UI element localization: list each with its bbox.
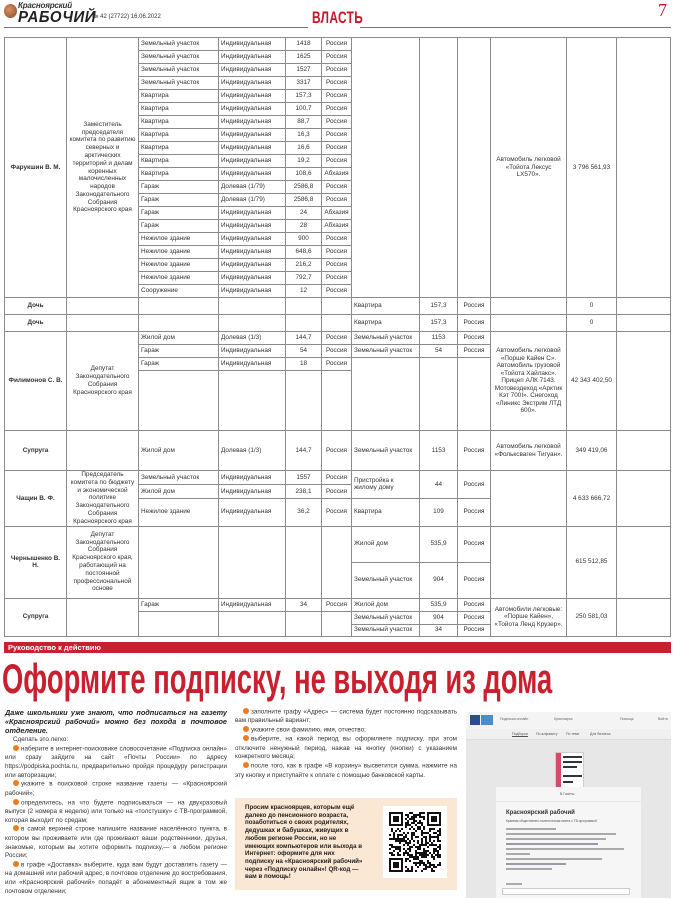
used-cell: Пристройка к жилому дому: [352, 471, 420, 499]
owned-ownership: Индивидуальная: [219, 345, 286, 358]
owned-ownership: Индивидуальная: [219, 358, 286, 371]
used-cell: Жилой дом: [352, 598, 420, 611]
owned-ownership: Индивидуальная: [219, 484, 286, 498]
owned-area: 648,6: [286, 246, 322, 259]
used-cell: Россия: [458, 526, 491, 562]
owned-empty: [322, 298, 352, 315]
bullet-icon: [243, 735, 249, 741]
owned-country: Россия: [322, 181, 352, 194]
instruction-step: [5, 825, 227, 861]
newspaper-cover-thumbnail: [555, 752, 584, 789]
bullet-icon: [13, 825, 19, 831]
declarant-name: Супруга: [5, 431, 67, 471]
owned-ownership: Долевая (1/3): [219, 332, 286, 345]
step-text: выберите, на какой период вы оформляете подписку, при этом отключите ненужный период, нажав на кнопку (кнопки) с указанием конкретного месяца;: [235, 735, 457, 761]
owned-ownership: Индивидуальная: [219, 246, 286, 259]
site-header: [466, 712, 671, 729]
owned-ownership: Индивидуальная: [219, 129, 286, 142]
promo-box: [235, 798, 457, 890]
table-row: [5, 298, 671, 315]
step-text: укажите свои фамилию, имя, отчество;: [251, 726, 366, 734]
owned-ownership: Индивидуальная: [219, 103, 286, 116]
owned-country: Россия: [322, 484, 352, 498]
annual-income: 4 633 666,72: [567, 471, 617, 527]
site-period-select: [502, 888, 630, 895]
owned-country: Россия: [322, 598, 352, 611]
instruction-step: [5, 799, 227, 826]
used-cell: Квартира: [352, 298, 420, 315]
bullet-icon: [243, 762, 249, 768]
declarant-name: Чернышенко В. Н.: [5, 526, 67, 598]
owned-empty: [322, 526, 352, 598]
instruction-step: [235, 735, 457, 762]
owned-type: Квартира: [139, 155, 219, 168]
income-declarations-table: [4, 37, 671, 637]
owned-ownership: Индивидуальная: [219, 471, 286, 485]
owned-area: 108,6: [286, 168, 322, 181]
owned-country: Россия: [322, 498, 352, 526]
owned-ownership: Индивидуальная: [219, 272, 286, 285]
rubric-bar: [4, 642, 671, 653]
declarant-name: Дочь: [5, 298, 67, 315]
sources-empty: [617, 598, 671, 636]
table-row: [5, 471, 671, 485]
post-logo-icon: [481, 715, 493, 725]
sources-empty: [617, 38, 671, 298]
owned-country: Россия: [322, 233, 352, 246]
owned-area: 144,7: [286, 431, 322, 471]
owned-type: Жилой дом: [139, 332, 219, 345]
site-tab: Для бизнеса: [590, 732, 611, 736]
used-cell: Земельный участок: [352, 431, 420, 471]
site-product-subtitle: Краевая общественно-политическая газета с ТВ-программой: [506, 819, 597, 823]
owned-ownership: Долевая (1/3): [219, 431, 286, 471]
owned-area: 3317: [286, 77, 322, 90]
table-row: [5, 38, 671, 51]
used-cell: Россия: [458, 498, 491, 526]
owned-country: Россия: [322, 142, 352, 155]
declarant-position: [67, 315, 139, 332]
instruction-step: [5, 745, 227, 781]
owned-type: Жилой дом: [139, 431, 219, 471]
owned-country: Россия: [322, 64, 352, 77]
owned-empty: [219, 315, 286, 332]
owned-type: Гараж: [139, 358, 219, 371]
owned-country: Абхазия: [322, 220, 352, 233]
owned-empty: [219, 526, 286, 598]
article-intro: Сделать это легко:: [13, 736, 69, 743]
owned-ownership: Долевая (1/79): [219, 194, 286, 207]
owned-empty: [286, 526, 322, 598]
owned-area: 16,6: [286, 142, 322, 155]
step-text: определитесь, на что будете подписываться — на двухразовый выпуск (2 номера в неделю) или только на «толстушку» с ТВ-программой, которая выходит по средам;: [5, 799, 227, 824]
article-headline: Оформите подписку, не выходя из дома: [2, 655, 553, 703]
declarant-position: Заместитель председателя комитета по развитию северных и арктических территорий и делам коренных малочисленных народов Законодательного Собрания Красноярского края: [67, 38, 139, 298]
owned-ownership: Индивидуальная: [219, 155, 286, 168]
owned-empty: [139, 526, 219, 598]
annual-income: 615 512,85: [567, 526, 617, 598]
owned-ownership: Индивидуальная: [219, 207, 286, 220]
vehicles: [491, 315, 567, 332]
instruction-step: [5, 861, 227, 897]
owned-country: Россия: [322, 155, 352, 168]
used-cell: Земельный участок: [352, 345, 420, 358]
owned-area: 16,3: [286, 129, 322, 142]
owned-country: Россия: [322, 431, 352, 471]
page-number: 7: [658, 0, 667, 20]
bullet-icon: [13, 799, 19, 805]
owned-country: Россия: [322, 358, 352, 371]
article-column-2: [235, 708, 457, 780]
declarant-name: Супруга: [5, 598, 67, 636]
owned-area: 1418: [286, 38, 322, 51]
used-cell: 157,3: [420, 298, 458, 315]
annual-income: 0: [567, 298, 617, 315]
owned-type: Земельный участок: [139, 51, 219, 64]
owned-type: Нежилое здание: [139, 246, 219, 259]
owned-ownership: Индивидуальная: [219, 259, 286, 272]
owned-type: Нежилое здание: [139, 272, 219, 285]
owned-area: 2586,8: [286, 181, 322, 194]
qr-code-icon: [389, 812, 441, 872]
owned-area: 24: [286, 207, 322, 220]
owned-ownership: Индивидуальная: [219, 598, 286, 611]
owned-country: Россия: [322, 332, 352, 345]
owned-type: Земельный участок: [139, 64, 219, 77]
table-row: [5, 332, 671, 345]
owned-empty: [139, 371, 219, 431]
owned-empty: [219, 611, 286, 636]
owned-empty: [322, 611, 352, 636]
owned-type: Нежилое здание: [139, 259, 219, 272]
owned-empty: [139, 298, 219, 315]
used-empty: [352, 358, 420, 431]
owned-country: Россия: [322, 345, 352, 358]
used-cell: Россия: [458, 315, 491, 332]
used-cell: Жилой дом: [352, 526, 420, 562]
owned-ownership: Индивидуальная: [219, 90, 286, 103]
site-nav-item: Войти: [658, 717, 668, 721]
owned-country: Россия: [322, 259, 352, 272]
used-cell: Земельный участок: [352, 332, 420, 345]
owned-area: 157,3: [286, 90, 322, 103]
owned-country: Россия: [322, 246, 352, 259]
used-cell: 34: [420, 624, 458, 636]
declarant-position: [67, 598, 139, 636]
used-cell: Россия: [458, 562, 491, 598]
article-lead: Даже школьники уже знают, что подписаться на газету «Красноярский рабочий» можно без похода в почтовое отделение.: [5, 708, 227, 735]
site-tab: По алфавиту: [536, 732, 558, 736]
section-title: ВЛАСТЬ: [312, 8, 364, 27]
owned-country: Россия: [322, 129, 352, 142]
owned-type: Гараж: [139, 598, 219, 611]
owned-area: 144,7: [286, 332, 322, 345]
owned-empty: [322, 315, 352, 332]
instruction-step: [5, 780, 227, 798]
site-card-label: В Газеты: [560, 792, 575, 796]
vehicles: Автомобили легковые: «Порше Кайен», «Тойота Ленд Крузер».: [491, 598, 567, 636]
owned-area: 88,7: [286, 116, 322, 129]
used-cell: 904: [420, 562, 458, 598]
owned-country: Россия: [322, 90, 352, 103]
owned-country: Россия: [322, 285, 352, 298]
owned-empty: [139, 611, 219, 636]
used-cell: 157,3: [420, 315, 458, 332]
owned-area: 216,2: [286, 259, 322, 272]
sources-empty: [617, 332, 671, 431]
newspaper-logo: [4, 1, 97, 27]
owned-area: 1557: [286, 471, 322, 485]
owned-ownership: Индивидуальная: [219, 64, 286, 77]
owned-country: Россия: [322, 51, 352, 64]
article-column-1: [5, 708, 227, 897]
owned-area: 28: [286, 220, 322, 233]
used-cell: Земельный участок: [352, 562, 420, 598]
used-cell: Россия: [458, 598, 491, 611]
annual-income: 349 419,06: [567, 431, 617, 471]
bullet-icon: [13, 780, 19, 786]
owned-type: Земельный участок: [139, 77, 219, 90]
owned-type: Жилой дом: [139, 484, 219, 498]
instruction-step: [235, 762, 457, 780]
declarant-name: Чащин В. Ф.: [5, 471, 67, 527]
bullet-icon: [13, 745, 19, 751]
owned-empty: [286, 315, 322, 332]
step-text: заполните графу «Адрес» — система будет постоянно подсказывать вам правильный вариант;: [235, 708, 457, 725]
used-cell: 1153: [420, 431, 458, 471]
owned-area: 36,2: [286, 498, 322, 526]
used-cell: Россия: [458, 345, 491, 358]
declarant-name: Фарукшин В. М.: [5, 38, 67, 298]
owned-ownership: Индивидуальная: [219, 498, 286, 526]
logo-main-text: РАБОЧИЙ: [18, 8, 97, 27]
step-text: после того, как в графе «В корзину» высветится сумма, нажмите на эту кнопку и приступайте к оплате с помощью банковской карты.: [235, 762, 457, 779]
header-rule: [4, 27, 308, 28]
site-nav-item: Красноярск: [554, 717, 573, 721]
used-cell: 535,9: [420, 598, 458, 611]
used-cell: Квартира: [352, 315, 420, 332]
used-empty: [458, 38, 491, 298]
owned-country: Россия: [322, 194, 352, 207]
owned-empty: [286, 371, 322, 431]
owned-ownership: Индивидуальная: [219, 116, 286, 129]
declarant-name: Филимонов С. В.: [5, 332, 67, 431]
declarant-position: Депутат Законодательного Собрания Красноярского края: [67, 332, 139, 431]
sources-empty: [617, 526, 671, 598]
declarant-position: Депутат Законодательного Собрания Красноярского края, работающий на постоянной профессиональной основе: [67, 526, 139, 598]
owned-type: Нежилое здание: [139, 498, 219, 526]
site-tab: По теме: [566, 732, 580, 736]
owned-country: Россия: [322, 471, 352, 485]
sources-empty: [617, 471, 671, 527]
sources-empty: [617, 431, 671, 471]
used-empty: [352, 38, 420, 298]
owned-empty: [219, 371, 286, 431]
post-logo-icon: [470, 715, 480, 725]
owned-empty: [219, 298, 286, 315]
used-cell: Россия: [458, 431, 491, 471]
owned-ownership: Индивидуальная: [219, 142, 286, 155]
used-cell: 54: [420, 345, 458, 358]
vehicles: [491, 298, 567, 315]
owned-type: Квартира: [139, 129, 219, 142]
issue-info: № 42 (27722) 16.06.2022: [92, 14, 161, 20]
annual-income: 3 796 561,93: [567, 38, 617, 298]
owned-empty: [286, 298, 322, 315]
owned-country: Россия: [322, 116, 352, 129]
masthead: [0, 0, 675, 32]
table-row: [5, 315, 671, 332]
owned-type: Гараж: [139, 220, 219, 233]
owned-ownership: Индивидуальная: [219, 168, 286, 181]
used-cell: Россия: [458, 624, 491, 636]
owned-area: 19,2: [286, 155, 322, 168]
annual-income: 250 581,03: [567, 598, 617, 636]
table-row: [5, 431, 671, 471]
used-cell: Россия: [458, 611, 491, 624]
site-tab: Подборки: [512, 732, 528, 736]
header-rule: [360, 27, 671, 28]
owned-empty: [139, 315, 219, 332]
site-product-title: Красноярский рабочий: [506, 810, 575, 816]
declarant-position: [67, 431, 139, 471]
subscription-site-screenshot: [466, 712, 671, 898]
site-card: [496, 787, 641, 801]
bullet-icon: [243, 726, 249, 732]
owned-ownership: Индивидуальная: [219, 77, 286, 90]
declarant-position: Председатель комитета по бюджету и экономической политике Законодательного Собрания Красноярского края: [67, 471, 139, 527]
owned-area: 100,7: [286, 103, 322, 116]
owned-type: Гараж: [139, 194, 219, 207]
used-cell: Россия: [458, 298, 491, 315]
used-cell: Россия: [458, 471, 491, 499]
owned-empty: [286, 611, 322, 636]
vehicles: Автомобиль легковой «Тойота Лексус LX570».: [491, 38, 567, 298]
annual-income: 42 343 402,50: [567, 332, 617, 431]
promo-text: Просим красноярцев, которым ещё далеко до пенсионного возраста, позаботиться о своих родителях, дедушках и бабушках, живущих в любом регионе России, но не имеющих компьютеров или выхода в Интернет: оформите для них подписку на «Красноярский рабочий» через «Подписку онлайн»! QR-код — вам в помощь!: [245, 804, 363, 881]
used-empty: [420, 38, 458, 298]
site-nav-item: Подписка онлайн: [500, 717, 529, 721]
owned-country: Абхазия: [322, 168, 352, 181]
owned-area: 1625: [286, 51, 322, 64]
owned-type: Сооружение: [139, 285, 219, 298]
owned-ownership: Индивидуальная: [219, 285, 286, 298]
used-empty: [420, 358, 458, 431]
owned-country: Абхазия: [322, 207, 352, 220]
owned-ownership: Индивидуальная: [219, 233, 286, 246]
annual-income: 0: [567, 315, 617, 332]
vehicles: [491, 526, 567, 598]
used-cell: 1153: [420, 332, 458, 345]
vehicles: Автомобиль легковой «Порше Кайен С». Автомобиль грузовой «Тойота Хайлакс». Прицеп АЛК 7143. Мотовездеход «Арктик Кэт 700І». Снегоход «Линикс Экстрим ЛТД 600».: [491, 332, 567, 431]
owned-type: Гараж: [139, 181, 219, 194]
owned-ownership: Индивидуальная: [219, 220, 286, 233]
declarant-name: Дочь: [5, 315, 67, 332]
used-cell: Квартира: [352, 498, 420, 526]
owned-ownership: Индивидуальная: [219, 51, 286, 64]
owned-type: Квартира: [139, 103, 219, 116]
owned-area: 792,7: [286, 272, 322, 285]
logo-top-text: Красноярский: [18, 1, 72, 10]
owned-area: 2586,8: [286, 194, 322, 207]
site-tabs: [466, 729, 671, 740]
qr-code[interactable]: [383, 806, 447, 878]
step-text: в графе «Доставка» выберите, куда вам будут доставлять газету — на домашний или рабочий адрес, в почтовое отделение до востребования, или «Красноярский рабочий» попадёт в абонементный ящик в том же почтовом отделении;: [5, 861, 227, 896]
sources-empty: [617, 315, 671, 332]
site-product-card: [496, 802, 641, 898]
rubric-label: Руководство к действию: [8, 643, 101, 652]
owned-area: 12: [286, 285, 322, 298]
step-text: в самой верхней строке напишите название населённого пункта, в котором вы проживаете или где проживают ваши родственники, друзья, знакомые, которым вы хотите оформить подписку,— в любом регионе России;: [5, 825, 227, 860]
owned-type: Квартира: [139, 168, 219, 181]
instruction-step: [235, 726, 457, 735]
owned-area: 900: [286, 233, 322, 246]
vehicles: [491, 471, 567, 527]
owned-ownership: Долевая (1/79): [219, 181, 286, 194]
owned-type: Квартира: [139, 116, 219, 129]
instruction-step: [235, 708, 457, 726]
sources-empty: [617, 298, 671, 315]
used-cell: 535,9: [420, 526, 458, 562]
site-nav-item: Помощь: [620, 717, 634, 721]
used-cell: Земельный участок: [352, 611, 420, 624]
used-cell: 44: [420, 471, 458, 499]
owned-country: Россия: [322, 38, 352, 51]
step-text: укажите в поисковой строке название газеты — «Красноярский рабочий»;: [5, 780, 227, 797]
owned-type: Гараж: [139, 207, 219, 220]
used-empty: [458, 358, 491, 431]
owned-area: 34: [286, 598, 322, 611]
bullet-icon: [13, 861, 19, 867]
owned-type: Квартира: [139, 90, 219, 103]
bullet-icon: [243, 708, 249, 714]
logo-portrait-icon: [4, 4, 17, 18]
owned-type: Земельный участок: [139, 471, 219, 485]
owned-type: Земельный участок: [139, 38, 219, 51]
table-row: [5, 526, 671, 562]
owned-area: 1527: [286, 64, 322, 77]
owned-country: Россия: [322, 77, 352, 90]
owned-ownership: Индивидуальная: [219, 38, 286, 51]
owned-type: Нежилое здание: [139, 233, 219, 246]
declarant-position: [67, 298, 139, 315]
used-cell: 109: [420, 498, 458, 526]
used-cell: Россия: [458, 332, 491, 345]
owned-country: Россия: [322, 272, 352, 285]
owned-area: 18: [286, 358, 322, 371]
used-cell: 904: [420, 611, 458, 624]
vehicles: Автомобиль легковой «Фольксваген Тигуан».: [491, 431, 567, 471]
owned-type: Квартира: [139, 142, 219, 155]
owned-area: 54: [286, 345, 322, 358]
table-row: [5, 598, 671, 611]
owned-country: Россия: [322, 103, 352, 116]
owned-type: Гараж: [139, 345, 219, 358]
owned-area: 238,1: [286, 484, 322, 498]
step-text: наберите в интернет-поисковике словосочетание «Подписка онлайн» или сразу зайдите на сайт «Почты России» по адресу https://podpiska.pochta.ru, предварительно пройдя процедуру регистрации или авторизации;: [5, 745, 227, 779]
used-cell: Земельный участок: [352, 624, 420, 636]
owned-empty: [322, 371, 352, 431]
